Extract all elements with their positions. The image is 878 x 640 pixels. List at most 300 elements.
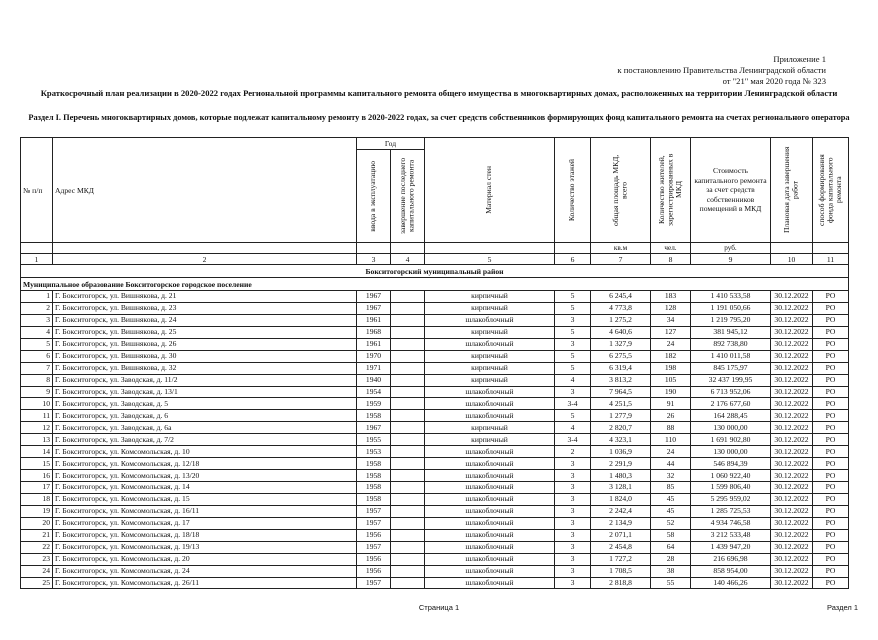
header-fund-method-text: способ формирования фонда капитального ремонта: [816, 154, 843, 226]
row-year-last-repair: [391, 505, 425, 517]
header-year-commission-text: ввода в эксплуатацию: [368, 160, 378, 232]
units-cell: [425, 243, 555, 254]
row-address: Г. Бокситогорск, ул. Вишнякова, д. 25: [53, 326, 357, 338]
header-year-last-repair: [391, 150, 425, 243]
row-year-last-repair: [391, 350, 425, 362]
row-cost: 381 945,12: [691, 326, 771, 338]
table-row: [21, 326, 849, 338]
row-wall-material: шлакоблочный: [425, 338, 555, 350]
row-number: 24: [21, 565, 53, 577]
row-wall-material: шлакоблочный: [425, 482, 555, 494]
row-wall-material: шлакоблочный: [425, 493, 555, 505]
row-wall-material: кирпичный: [425, 302, 555, 314]
table-row: [21, 446, 849, 458]
row-planned-date: 30.12.2022: [771, 553, 813, 565]
row-year-commission: 1958: [357, 470, 391, 482]
table-row: [21, 302, 849, 314]
row-year-last-repair: [391, 434, 425, 446]
row-address: Г. Бокситогорск, ул. Заводская, д. 11/2: [53, 374, 357, 386]
row-planned-date: 30.12.2022: [771, 422, 813, 434]
row-floors: 5: [555, 326, 591, 338]
row-residents: 55: [651, 577, 691, 589]
header-year-last-repair-text: завершение последнего капитального ремонта: [398, 157, 416, 235]
row-wall-material: шлакоблочный: [425, 529, 555, 541]
row-planned-date: 30.12.2022: [771, 434, 813, 446]
row-number: 17: [21, 482, 53, 494]
row-year-commission: 1940: [357, 374, 391, 386]
row-number: 10: [21, 398, 53, 410]
row-wall-material: шлакоблочный: [425, 470, 555, 482]
table-row: [21, 386, 849, 398]
unit-cost: руб.: [691, 243, 771, 254]
row-floors: 3-4: [555, 398, 591, 410]
row-address: Г. Бокситогорск, ул. Вишнякова, д. 21: [53, 291, 357, 303]
row-total-area: 2 454,8: [591, 541, 651, 553]
table-row: [21, 529, 849, 541]
row-cost: 1 410 533,58: [691, 291, 771, 303]
row-cost: 1 285 725,53: [691, 505, 771, 517]
table-row: [21, 541, 849, 553]
row-planned-date: 30.12.2022: [771, 314, 813, 326]
row-wall-material: шлакоблочный: [425, 517, 555, 529]
row-address: Г. Бокситогорск, ул. Комсомольская, д. 17: [53, 517, 357, 529]
column-number: 7: [591, 254, 651, 265]
row-residents: 64: [651, 541, 691, 553]
row-year-last-repair: [391, 493, 425, 505]
row-total-area: 3 128,1: [591, 482, 651, 494]
row-fund-method: РО: [813, 482, 849, 494]
row-floors: 3: [555, 493, 591, 505]
row-floors: 3: [555, 314, 591, 326]
row-residents: 45: [651, 493, 691, 505]
row-cost: 1 191 050,66: [691, 302, 771, 314]
row-fund-method: РО: [813, 517, 849, 529]
row-fund-method: РО: [813, 565, 849, 577]
row-planned-date: 30.12.2022: [771, 362, 813, 374]
header-floors-text: Количество этажей: [567, 158, 577, 222]
units-cell: [21, 243, 53, 254]
row-wall-material: кирпичный: [425, 422, 555, 434]
row-residents: 127: [651, 326, 691, 338]
row-year-last-repair: [391, 386, 425, 398]
row-wall-material: шлакоблочный: [425, 398, 555, 410]
row-year-commission: 1956: [357, 553, 391, 565]
appendix-line-3: от "21" мая 2020 года № 323: [722, 76, 826, 86]
row-total-area: 4 773,8: [591, 302, 651, 314]
row-total-area: 2 291,9: [591, 458, 651, 470]
row-total-area: 2 134,9: [591, 517, 651, 529]
row-cost: 32 437 199,95: [691, 374, 771, 386]
row-wall-material: кирпичный: [425, 434, 555, 446]
row-cost: 1 599 806,40: [691, 482, 771, 494]
row-address: Г. Бокситогорск, ул. Вишнякова, д. 23: [53, 302, 357, 314]
row-address: Г. Бокситогорск, ул. Заводская, д. 5: [53, 398, 357, 410]
units-cell: [813, 243, 849, 254]
row-fund-method: РО: [813, 493, 849, 505]
row-wall-material: шлакоблочный: [425, 553, 555, 565]
row-total-area: 1 727,2: [591, 553, 651, 565]
row-number: 2: [21, 302, 53, 314]
row-planned-date: 30.12.2022: [771, 493, 813, 505]
row-cost: 4 934 746,58: [691, 517, 771, 529]
row-year-last-repair: [391, 338, 425, 350]
row-floors: 3: [555, 470, 591, 482]
row-year-commission: 1967: [357, 302, 391, 314]
row-fund-method: РО: [813, 505, 849, 517]
row-cost: 1 691 902,80: [691, 434, 771, 446]
row-cost: 6 713 952,06: [691, 386, 771, 398]
table-row: [21, 338, 849, 350]
units-cell: [771, 243, 813, 254]
column-number: 10: [771, 254, 813, 265]
row-number: 12: [21, 422, 53, 434]
row-address: Г. Бокситогорск, ул. Вишнякова, д. 32: [53, 362, 357, 374]
header-total-area-text: общая площадь МКД, всего: [611, 154, 629, 226]
row-floors: 5: [555, 291, 591, 303]
row-year-last-repair: [391, 398, 425, 410]
row-total-area: 4 640,6: [591, 326, 651, 338]
row-residents: 190: [651, 386, 691, 398]
table-row: [21, 482, 849, 494]
row-address: Г. Бокситогорск, ул. Заводская, д. 6: [53, 410, 357, 422]
header-year-commission: [357, 150, 391, 243]
row-year-last-repair: [391, 422, 425, 434]
row-number: 16: [21, 470, 53, 482]
appendix-line-2: к постановлению Правительства Ленинградской области: [617, 65, 826, 75]
header-floors: [555, 138, 591, 243]
table-row: [21, 422, 849, 434]
row-floors: 3: [555, 482, 591, 494]
page-number: Страница 1: [418, 603, 460, 612]
row-address: Г. Бокситогорск, ул. Комсомольская, д. 15: [53, 493, 357, 505]
table-row: [21, 493, 849, 505]
row-number: 1: [21, 291, 53, 303]
row-cost: 892 738,80: [691, 338, 771, 350]
header-total-area: [591, 138, 651, 243]
row-year-last-repair: [391, 577, 425, 589]
row-address: Г. Бокситогорск, ул. Вишнякова, д. 26: [53, 338, 357, 350]
header-residents-text: Количество жителей, зарегистрированных в МКД: [656, 153, 683, 227]
row-cost: 3 212 533,48: [691, 529, 771, 541]
row-fund-method: РО: [813, 302, 849, 314]
row-year-commission: 1955: [357, 434, 391, 446]
row-planned-date: 30.12.2022: [771, 398, 813, 410]
row-total-area: 6 245,4: [591, 291, 651, 303]
row-fund-method: РО: [813, 446, 849, 458]
row-address: Г. Бокситогорск, ул. Комсомольская, д. 10: [53, 446, 357, 458]
row-number: 7: [21, 362, 53, 374]
row-residents: 26: [651, 410, 691, 422]
row-residents: 24: [651, 338, 691, 350]
section-title: Раздел I. Перечень многоквартирных домов, которые подлежат капитальному ремонту в 2020-2022 годах, за счет средств собственников формирующих фонд капитального ремонта на счетах регионального оператора: [28, 113, 850, 122]
row-number: 25: [21, 577, 53, 589]
column-number: 3: [357, 254, 391, 265]
row-year-commission: 1956: [357, 529, 391, 541]
row-year-commission: 1954: [357, 386, 391, 398]
row-cost: 546 894,39: [691, 458, 771, 470]
table-row: [21, 362, 849, 374]
table-row: [21, 434, 849, 446]
row-fund-method: РО: [813, 577, 849, 589]
row-fund-method: РО: [813, 338, 849, 350]
row-wall-material: шлакоблочный: [425, 314, 555, 326]
row-planned-date: 30.12.2022: [771, 350, 813, 362]
row-wall-material: шлакоблочный: [425, 410, 555, 422]
row-wall-material: шлакоблочный: [425, 541, 555, 553]
row-wall-material: кирпичный: [425, 362, 555, 374]
row-total-area: 2 071,1: [591, 529, 651, 541]
row-planned-date: 30.12.2022: [771, 386, 813, 398]
row-number: 20: [21, 517, 53, 529]
table-row: [21, 577, 849, 589]
row-floors: 3-4: [555, 434, 591, 446]
row-cost: 140 466,26: [691, 577, 771, 589]
row-number: 19: [21, 505, 53, 517]
row-total-area: 6 275,5: [591, 350, 651, 362]
row-year-commission: 1957: [357, 577, 391, 589]
row-year-commission: 1961: [357, 338, 391, 350]
table-row: [21, 291, 849, 303]
row-planned-date: 30.12.2022: [771, 302, 813, 314]
header-cost: Стоимость капитального ремонта за счет средств собственников помещений в МКД: [691, 138, 771, 243]
row-planned-date: 30.12.2022: [771, 505, 813, 517]
row-year-commission: 1958: [357, 493, 391, 505]
row-cost: 1 439 947,20: [691, 541, 771, 553]
header-planned-date: [771, 138, 813, 243]
row-residents: 88: [651, 422, 691, 434]
row-wall-material: шлакоблочный: [425, 446, 555, 458]
row-cost: 1 219 795,20: [691, 314, 771, 326]
row-number: 22: [21, 541, 53, 553]
row-year-last-repair: [391, 541, 425, 553]
row-year-commission: 1957: [357, 517, 391, 529]
row-cost: 1 060 922,40: [691, 470, 771, 482]
row-year-commission: 1967: [357, 422, 391, 434]
row-wall-material: кирпичный: [425, 291, 555, 303]
units-cell: [555, 243, 591, 254]
row-floors: 4: [555, 422, 591, 434]
table-row: [21, 517, 849, 529]
row-planned-date: 30.12.2022: [771, 458, 813, 470]
row-address: Г. Бокситогорск, ул. Комсомольская, д. 20: [53, 553, 357, 565]
row-number: 9: [21, 386, 53, 398]
table-row: [21, 553, 849, 565]
row-address: Г. Бокситогорск, ул. Комсомольская, д. 24: [53, 565, 357, 577]
row-total-area: 1 824,0: [591, 493, 651, 505]
row-fund-method: РО: [813, 291, 849, 303]
table-row: [21, 350, 849, 362]
row-fund-method: РО: [813, 398, 849, 410]
row-residents: 91: [651, 398, 691, 410]
header-planned-date-text: Плановая дата завершения работ: [782, 146, 800, 234]
table-row: [21, 565, 849, 577]
table-row: [21, 505, 849, 517]
row-fund-method: РО: [813, 422, 849, 434]
row-planned-date: 30.12.2022: [771, 541, 813, 553]
row-fund-method: РО: [813, 529, 849, 541]
row-residents: 38: [651, 565, 691, 577]
row-floors: 4: [555, 374, 591, 386]
row-year-commission: 1961: [357, 314, 391, 326]
row-number: 23: [21, 553, 53, 565]
row-number: 14: [21, 446, 53, 458]
row-residents: 24: [651, 446, 691, 458]
row-residents: 128: [651, 302, 691, 314]
header-wall-material: [425, 138, 555, 243]
row-year-last-repair: [391, 565, 425, 577]
header-residents: [651, 138, 691, 243]
table-row: [21, 398, 849, 410]
table-row: [21, 374, 849, 386]
row-residents: 45: [651, 505, 691, 517]
row-year-last-repair: [391, 458, 425, 470]
column-number: 5: [425, 254, 555, 265]
section-label: Раздел 1: [826, 603, 858, 612]
row-fund-method: РО: [813, 541, 849, 553]
row-number: 5: [21, 338, 53, 350]
row-address: Г. Бокситогорск, ул. Заводская, д. 6а: [53, 422, 357, 434]
row-total-area: 1 708,5: [591, 565, 651, 577]
row-planned-date: 30.12.2022: [771, 482, 813, 494]
row-floors: 3: [555, 458, 591, 470]
row-residents: 28: [651, 553, 691, 565]
row-cost: 130 000,00: [691, 446, 771, 458]
row-cost: 858 954,00: [691, 565, 771, 577]
row-total-area: 2 820,7: [591, 422, 651, 434]
row-residents: 58: [651, 529, 691, 541]
row-year-last-repair: [391, 470, 425, 482]
row-address: Г. Бокситогорск, ул. Комсомольская, д. 16/11: [53, 505, 357, 517]
row-cost: 5 295 959,02: [691, 493, 771, 505]
municipality-name: Муниципальное образование Бокситогорское городское поселение: [21, 278, 849, 291]
row-residents: 182: [651, 350, 691, 362]
row-fund-method: РО: [813, 458, 849, 470]
row-floors: 3: [555, 517, 591, 529]
row-fund-method: РО: [813, 410, 849, 422]
row-planned-date: 30.12.2022: [771, 410, 813, 422]
row-wall-material: шлакоблочный: [425, 386, 555, 398]
units-cell: [391, 243, 425, 254]
row-address: Г. Бокситогорск, ул. Вишнякова, д. 24: [53, 314, 357, 326]
row-residents: 105: [651, 374, 691, 386]
row-cost: 164 288,45: [691, 410, 771, 422]
row-cost: 845 175,97: [691, 362, 771, 374]
row-floors: 5: [555, 350, 591, 362]
row-total-area: 1 275,2: [591, 314, 651, 326]
row-address: Г. Бокситогорск, ул. Комсомольская, д. 18/18: [53, 529, 357, 541]
row-residents: 110: [651, 434, 691, 446]
row-number: 6: [21, 350, 53, 362]
row-planned-date: 30.12.2022: [771, 326, 813, 338]
region-name: Бокситогорский муниципальный район: [21, 265, 849, 278]
row-wall-material: шлакоблочный: [425, 565, 555, 577]
row-year-commission: 1956: [357, 565, 391, 577]
row-total-area: 6 319,4: [591, 362, 651, 374]
header-year-group: Год: [357, 138, 425, 150]
unit-area: кв.м: [591, 243, 651, 254]
row-year-last-repair: [391, 517, 425, 529]
row-floors: 5: [555, 410, 591, 422]
row-wall-material: шлакоблочный: [425, 505, 555, 517]
row-year-last-repair: [391, 529, 425, 541]
row-year-last-repair: [391, 362, 425, 374]
row-residents: 44: [651, 458, 691, 470]
document-title: Краткосрочный план реализации в 2020-2022 годах Региональной программы капитального ремонта общего имущества в многоквартирных домах, расположенных на территории Ленинградской области: [40, 88, 838, 98]
column-number: 6: [555, 254, 591, 265]
row-year-commission: 1958: [357, 410, 391, 422]
row-planned-date: 30.12.2022: [771, 565, 813, 577]
unit-residents: чел.: [651, 243, 691, 254]
header-num: № п/п: [21, 138, 53, 243]
row-cost: 130 000,00: [691, 422, 771, 434]
table-row: [21, 470, 849, 482]
row-total-area: 1 036,9: [591, 446, 651, 458]
header-address: Адрес МКД: [53, 138, 357, 243]
row-fund-method: РО: [813, 434, 849, 446]
row-fund-method: РО: [813, 362, 849, 374]
row-wall-material: шлакоблочный: [425, 577, 555, 589]
row-number: 3: [21, 314, 53, 326]
row-floors: 5: [555, 302, 591, 314]
row-number: 8: [21, 374, 53, 386]
row-cost: 1 410 011,58: [691, 350, 771, 362]
row-total-area: 1 480,3: [591, 470, 651, 482]
row-address: Г. Бокситогорск, ул. Заводская, д. 13/1: [53, 386, 357, 398]
row-planned-date: 30.12.2022: [771, 374, 813, 386]
row-wall-material: шлакоблочный: [425, 458, 555, 470]
row-total-area: 2 818,8: [591, 577, 651, 589]
row-year-commission: 1971: [357, 362, 391, 374]
row-total-area: 1 277,9: [591, 410, 651, 422]
row-residents: 34: [651, 314, 691, 326]
row-floors: 3: [555, 577, 591, 589]
row-address: Г. Бокситогорск, ул. Комсомольская, д. 14: [53, 482, 357, 494]
row-year-last-repair: [391, 326, 425, 338]
appendix-block: [566, 54, 826, 87]
row-year-commission: 1967: [357, 291, 391, 303]
row-number: 11: [21, 410, 53, 422]
row-year-last-repair: [391, 482, 425, 494]
row-year-commission: 1958: [357, 458, 391, 470]
row-wall-material: кирпичный: [425, 350, 555, 362]
row-planned-date: 30.12.2022: [771, 517, 813, 529]
row-planned-date: 30.12.2022: [771, 529, 813, 541]
row-total-area: 3 813,2: [591, 374, 651, 386]
row-fund-method: РО: [813, 386, 849, 398]
row-year-commission: 1953: [357, 446, 391, 458]
row-year-last-repair: [391, 291, 425, 303]
row-year-commission: 1970: [357, 350, 391, 362]
row-residents: 32: [651, 470, 691, 482]
appendix-line-1: Приложение 1: [773, 54, 826, 64]
row-address: Г. Бокситогорск, ул. Вишнякова, д. 30: [53, 350, 357, 362]
row-year-commission: 1968: [357, 326, 391, 338]
row-cost: 2 176 677,60: [691, 398, 771, 410]
table-row: [21, 410, 849, 422]
row-floors: 3: [555, 386, 591, 398]
row-address: Г. Бокситогорск, ул. Заводская, д. 7/2: [53, 434, 357, 446]
row-year-commission: 1958: [357, 482, 391, 494]
column-number: 8: [651, 254, 691, 265]
row-floors: 3: [555, 541, 591, 553]
row-wall-material: кирпичный: [425, 326, 555, 338]
row-address: Г. Бокситогорск, ул. Комсомольская, д. 12/18: [53, 458, 357, 470]
row-residents: 198: [651, 362, 691, 374]
row-floors: 3: [555, 505, 591, 517]
column-number: 1: [21, 254, 53, 265]
column-number: 9: [691, 254, 771, 265]
row-year-last-repair: [391, 410, 425, 422]
